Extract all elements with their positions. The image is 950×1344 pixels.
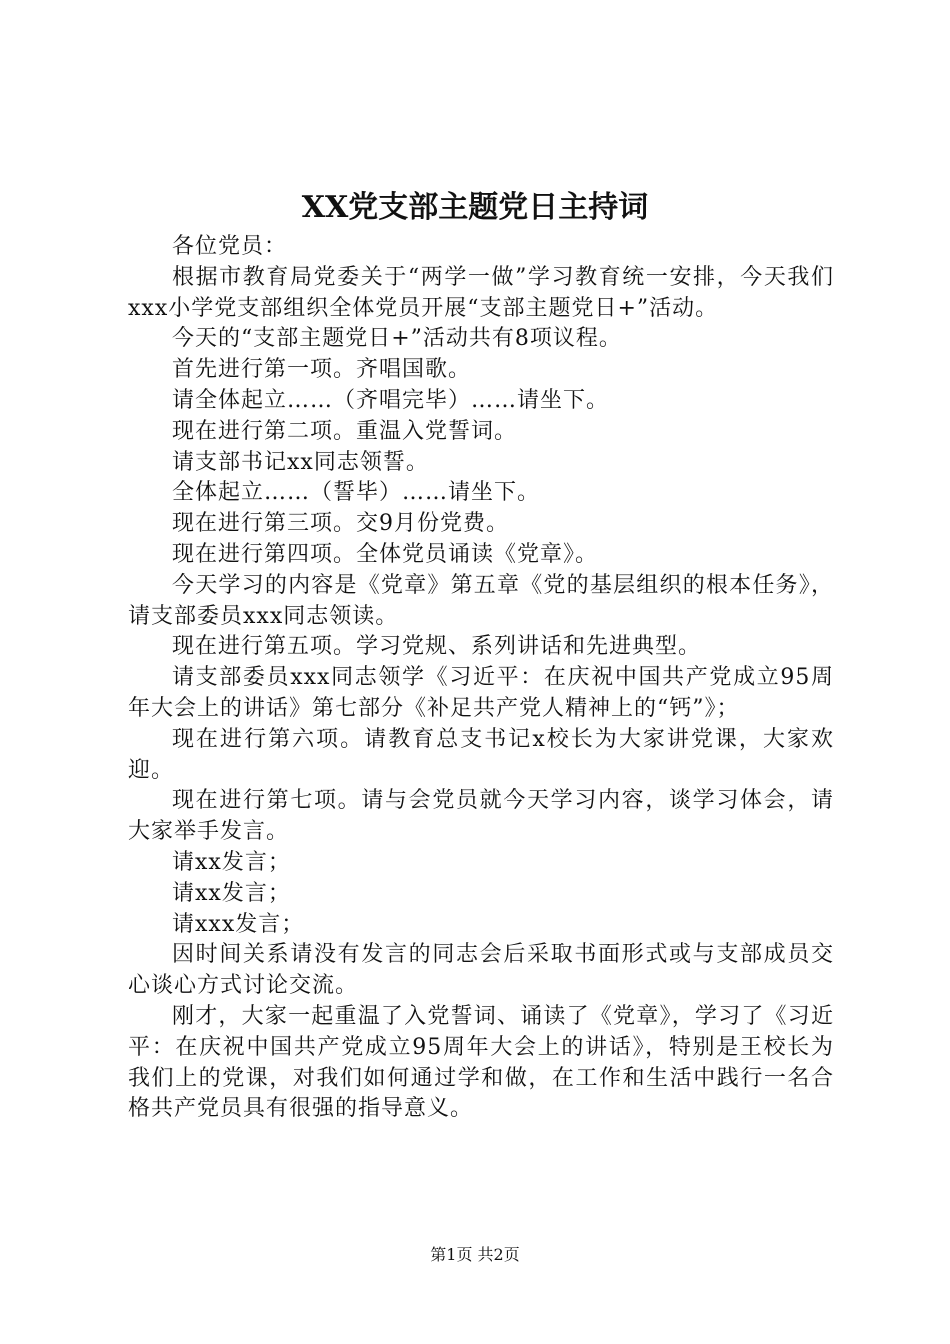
paragraph: 请全体起立……（齐唱完毕）……请坐下。 <box>172 387 610 413</box>
document-body <box>128 232 834 1125</box>
paragraph: 因时间关系请没有发言的同志会后采取书面形式或与支部成员交心谈心方式讨论交流。 <box>128 942 834 999</box>
paragraph: 根据市教育局党委关于“两学一做”学习教育统一安排，今天我们xxx小学党支部组织全体党员开展“支部主题党日+”活动。 <box>128 264 834 321</box>
paragraph: 请xx发言； <box>172 849 291 875</box>
paragraph: 现在进行第六项。请教育总支书记x校长为大家讲党课，大家欢迎。 <box>128 726 834 783</box>
paragraph: 首先进行第一项。齐唱国歌。 <box>172 357 472 383</box>
paragraph: 请xx发言； <box>172 880 291 906</box>
paragraph: 请支部书记xx同志领誓。 <box>172 449 429 475</box>
page-title: XX党支部主题党日主持词 <box>301 190 649 225</box>
paragraph: 刚才，大家一起重温了入党誓词、诵读了《党章》，学习了《习近平：在庆祝中国共产党成立95周年大会上的讲话》，特别是王校长为我们上的党课，对我们如何通过学和做，在工作和生活中践行一名合格共产党员具有很强的指导意义。 <box>128 1003 834 1122</box>
paragraph: 请支部委员xxx同志领学《习近平：在庆祝中国共产党成立95周年大会上的讲话》第七部分《补足共产党人精神上的“钙”》； <box>128 665 834 721</box>
paragraph: 各位党员： <box>172 234 288 259</box>
paragraph: 现在进行第七项。请与会党员就今天学习内容，谈学习体会，请大家举手发言。 <box>128 788 834 845</box>
page-number: 第1页 共2页 <box>430 1245 520 1264</box>
paragraph: 现在进行第五项。学习党规、系列讲话和先进典型。 <box>172 634 702 660</box>
paragraph: 请xxx发言； <box>172 911 305 937</box>
paragraph: 现在进行第三项。交9月份党费。 <box>172 511 509 537</box>
paragraph: 现在进行第二项。重温入党誓词。 <box>172 418 518 444</box>
paragraph: 全体起立……（誓毕）……请坐下。 <box>172 480 541 506</box>
paragraph: 今天的“支部主题党日+”活动共有8项议程。 <box>172 326 622 352</box>
paragraph: 今天学习的内容是《党章》第五章《党的基层组织的根本任务》，请支部委员xxx同志领读。 <box>128 572 834 629</box>
paragraph: 现在进行第四项。全体党员诵读《党章》。 <box>172 541 599 567</box>
